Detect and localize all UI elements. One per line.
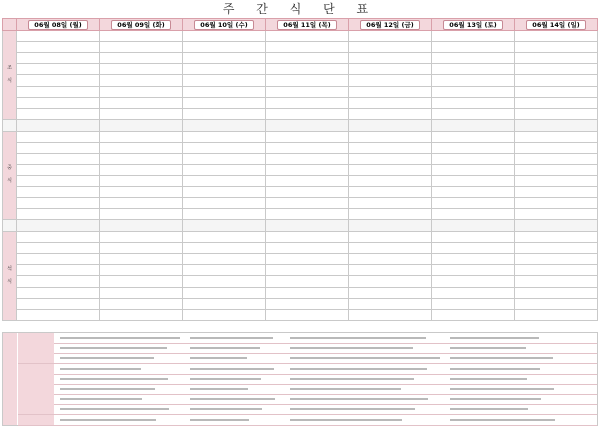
menu-cell bbox=[515, 153, 598, 164]
menu-row bbox=[3, 276, 598, 287]
menu-cell bbox=[17, 287, 100, 298]
snack-row bbox=[3, 220, 598, 232]
menu-cell bbox=[17, 187, 100, 198]
menu-cell bbox=[17, 209, 100, 220]
menu-cell bbox=[17, 142, 100, 153]
origin-row-value bbox=[56, 364, 597, 374]
origin-text-placeholder bbox=[450, 347, 526, 349]
menu-cell bbox=[515, 97, 598, 108]
day-header: 06월 10일 (수) bbox=[183, 19, 266, 31]
origin-text-placeholder bbox=[190, 347, 260, 349]
menu-cell bbox=[266, 298, 349, 309]
origin-text-placeholder bbox=[450, 357, 553, 359]
menu-cell bbox=[17, 254, 100, 265]
date-header-row bbox=[3, 19, 598, 31]
menu-cell bbox=[515, 187, 598, 198]
footnote bbox=[0, 322, 600, 330]
origin-row bbox=[18, 415, 597, 426]
menu-cell bbox=[432, 298, 515, 309]
menu-cell bbox=[432, 153, 515, 164]
menu-cell bbox=[100, 243, 183, 254]
menu-cell bbox=[266, 276, 349, 287]
menu-cell bbox=[349, 131, 432, 142]
origin-text-placeholder bbox=[60, 388, 155, 390]
menu-cell bbox=[17, 108, 100, 119]
menu-cell bbox=[432, 31, 515, 42]
menu-cell bbox=[515, 64, 598, 75]
menu-cell bbox=[432, 108, 515, 119]
menu-cell bbox=[100, 232, 183, 243]
snack-cell bbox=[100, 119, 183, 131]
menu-cell bbox=[432, 198, 515, 209]
origin-text-placeholder bbox=[290, 347, 413, 349]
menu-row bbox=[3, 175, 598, 186]
page-title: 주 간 식 단 표 bbox=[222, 2, 378, 16]
menu-cell bbox=[515, 108, 598, 119]
origin-text-placeholder bbox=[450, 419, 555, 421]
menu-cell bbox=[515, 265, 598, 276]
menu-cell bbox=[432, 232, 515, 243]
menu-cell bbox=[183, 265, 266, 276]
menu-cell bbox=[266, 86, 349, 97]
menu-row bbox=[3, 108, 598, 119]
menu-cell bbox=[349, 309, 432, 320]
menu-cell bbox=[100, 187, 183, 198]
menu-cell bbox=[100, 53, 183, 64]
origin-label bbox=[3, 333, 17, 425]
menu-cell bbox=[100, 298, 183, 309]
menu-cell bbox=[183, 309, 266, 320]
menu-cell bbox=[515, 243, 598, 254]
day-header: 06월 11일 (목) bbox=[266, 19, 349, 31]
menu-cell bbox=[266, 198, 349, 209]
origin-text-placeholder bbox=[290, 398, 428, 400]
menu-cell bbox=[515, 75, 598, 86]
menu-row bbox=[3, 75, 598, 86]
menu-cell bbox=[266, 175, 349, 186]
menu-cell bbox=[266, 254, 349, 265]
origin-row-value bbox=[56, 394, 597, 404]
snack-cell bbox=[515, 119, 598, 131]
menu-cell bbox=[17, 198, 100, 209]
menu-cell bbox=[183, 153, 266, 164]
menu-cell bbox=[266, 153, 349, 164]
menu-cell bbox=[100, 164, 183, 175]
origin-text-placeholder bbox=[450, 337, 539, 339]
menu-cell bbox=[515, 142, 598, 153]
menu-cell bbox=[349, 75, 432, 86]
menu-cell bbox=[515, 53, 598, 64]
menu-cell bbox=[17, 75, 100, 86]
menu-cell bbox=[266, 243, 349, 254]
menu-cell bbox=[349, 64, 432, 75]
origin-text-placeholder bbox=[60, 398, 142, 400]
menu-cell bbox=[515, 131, 598, 142]
menu-cell bbox=[100, 64, 183, 75]
menu-cell bbox=[183, 31, 266, 42]
origin-text-placeholder bbox=[190, 357, 247, 359]
menu-row bbox=[3, 86, 598, 97]
origin-table bbox=[2, 332, 598, 426]
day-header: 06월 08일 (월) bbox=[17, 19, 100, 31]
snack-cell bbox=[349, 119, 432, 131]
snack-cell bbox=[432, 220, 515, 232]
day-header: 06월 09일 (화) bbox=[100, 19, 183, 31]
origin-text-placeholder bbox=[60, 419, 156, 421]
menu-cell bbox=[17, 175, 100, 186]
menu-cell bbox=[432, 75, 515, 86]
menu-cell bbox=[17, 42, 100, 53]
menu-cell bbox=[515, 232, 598, 243]
menu-cell bbox=[100, 265, 183, 276]
menu-cell bbox=[266, 265, 349, 276]
origin-text-placeholder bbox=[290, 408, 415, 410]
menu-cell bbox=[100, 75, 183, 86]
origin-row-key bbox=[18, 415, 54, 425]
origin-text-placeholder bbox=[60, 347, 167, 349]
menu-cell bbox=[349, 298, 432, 309]
menu-cell bbox=[266, 309, 349, 320]
menu-cell bbox=[183, 209, 266, 220]
menu-cell bbox=[100, 153, 183, 164]
origin-row-value bbox=[56, 353, 597, 363]
menu-cell bbox=[266, 131, 349, 142]
menu-cell bbox=[432, 175, 515, 186]
menu-cell bbox=[266, 64, 349, 75]
origin-text-placeholder bbox=[60, 357, 154, 359]
menu-cell bbox=[183, 287, 266, 298]
origin-text-placeholder bbox=[450, 408, 528, 410]
snack-cell bbox=[183, 220, 266, 232]
menu-cell bbox=[17, 31, 100, 42]
menu-cell bbox=[17, 298, 100, 309]
menu-row bbox=[3, 243, 598, 254]
menu-cell bbox=[515, 209, 598, 220]
snack-row bbox=[3, 119, 598, 131]
menu-cell bbox=[349, 187, 432, 198]
menu-cell bbox=[183, 86, 266, 97]
menu-cell bbox=[515, 164, 598, 175]
menu-cell bbox=[17, 309, 100, 320]
origin-row-key bbox=[18, 343, 54, 353]
menu-cell bbox=[183, 97, 266, 108]
menu-row bbox=[3, 309, 598, 320]
menu-row bbox=[3, 42, 598, 53]
meal-label-dinner: 석 식 bbox=[3, 232, 17, 321]
origin-row-value bbox=[56, 384, 597, 394]
day-header: 06월 14일 (일) bbox=[515, 19, 598, 31]
menu-cell bbox=[183, 142, 266, 153]
origin-row-key bbox=[18, 364, 54, 374]
menu-cell bbox=[100, 198, 183, 209]
menu-cell bbox=[17, 153, 100, 164]
snack-label bbox=[3, 119, 17, 131]
menu-cell bbox=[183, 298, 266, 309]
origin-text-placeholder bbox=[290, 388, 401, 390]
menu-cell bbox=[100, 287, 183, 298]
origin-row-key bbox=[18, 394, 54, 404]
menu-cell bbox=[17, 265, 100, 276]
menu-cell bbox=[17, 131, 100, 142]
menu-cell bbox=[183, 108, 266, 119]
snack-cell bbox=[100, 220, 183, 232]
menu-row bbox=[3, 232, 598, 243]
menu-cell bbox=[349, 232, 432, 243]
origin-text-placeholder bbox=[450, 388, 554, 390]
menu-cell bbox=[432, 276, 515, 287]
menu-cell bbox=[183, 254, 266, 265]
menu-cell bbox=[515, 86, 598, 97]
menu-cell bbox=[432, 64, 515, 75]
menu-cell bbox=[266, 142, 349, 153]
origin-text-placeholder bbox=[190, 419, 249, 421]
snack-cell bbox=[266, 220, 349, 232]
menu-row bbox=[3, 265, 598, 276]
origin-text-placeholder bbox=[190, 398, 275, 400]
menu-cell bbox=[17, 64, 100, 75]
menu-cell bbox=[349, 164, 432, 175]
meal-label-breakfast: 조 식 bbox=[3, 31, 17, 120]
meal-label-lunch: 중 식 bbox=[3, 131, 17, 220]
menu-cell bbox=[432, 309, 515, 320]
menu-cell bbox=[349, 153, 432, 164]
snack-cell bbox=[266, 119, 349, 131]
origin-text-placeholder bbox=[60, 378, 168, 380]
menu-row bbox=[3, 254, 598, 265]
menu-cell bbox=[349, 265, 432, 276]
snack-cell bbox=[432, 119, 515, 131]
menu-cell bbox=[515, 254, 598, 265]
menu-cell bbox=[183, 175, 266, 186]
menu-cell bbox=[183, 42, 266, 53]
menu-cell bbox=[432, 265, 515, 276]
menu-cell bbox=[349, 198, 432, 209]
snack-label bbox=[3, 220, 17, 232]
menu-row bbox=[3, 64, 598, 75]
menu-cell bbox=[432, 97, 515, 108]
menu-cell bbox=[183, 198, 266, 209]
menu-cell bbox=[183, 53, 266, 64]
menu-cell bbox=[266, 232, 349, 243]
snack-cell bbox=[17, 119, 100, 131]
menu-cell bbox=[432, 287, 515, 298]
menu-cell bbox=[349, 175, 432, 186]
menu-row bbox=[3, 187, 598, 198]
snack-cell bbox=[183, 119, 266, 131]
origin-text-placeholder bbox=[60, 408, 169, 410]
origin-text-placeholder bbox=[190, 337, 273, 339]
menu-cell bbox=[266, 164, 349, 175]
header-corner bbox=[3, 19, 17, 31]
origin-text-placeholder bbox=[190, 388, 248, 390]
origin-row-key bbox=[18, 333, 54, 343]
origin-text-placeholder bbox=[190, 378, 261, 380]
snack-cell bbox=[17, 220, 100, 232]
origin-text-placeholder bbox=[290, 419, 402, 421]
menu-cell bbox=[515, 287, 598, 298]
menu-cell bbox=[266, 31, 349, 42]
menu-cell bbox=[515, 31, 598, 42]
menu-cell bbox=[266, 53, 349, 64]
menu-cell bbox=[432, 164, 515, 175]
origin-text-placeholder bbox=[290, 378, 414, 380]
menu-cell bbox=[515, 198, 598, 209]
origin-text-placeholder bbox=[450, 378, 527, 380]
snack-cell bbox=[349, 220, 432, 232]
menu-cell bbox=[17, 86, 100, 97]
menu-cell bbox=[349, 209, 432, 220]
menu-cell bbox=[515, 276, 598, 287]
menu-cell bbox=[349, 142, 432, 153]
origin-text-placeholder bbox=[290, 337, 426, 339]
menu-cell bbox=[349, 31, 432, 42]
menu-cell bbox=[17, 97, 100, 108]
menu-cell bbox=[349, 53, 432, 64]
menu-cell bbox=[432, 86, 515, 97]
origin-text-placeholder bbox=[290, 357, 440, 359]
menu-cell bbox=[17, 53, 100, 64]
menu-row bbox=[3, 298, 598, 309]
menu-cell bbox=[183, 187, 266, 198]
origin-text-placeholder bbox=[450, 398, 541, 400]
menu-cell bbox=[349, 254, 432, 265]
origin-row-key bbox=[18, 353, 54, 363]
menu-cell bbox=[183, 131, 266, 142]
menu-cell bbox=[17, 232, 100, 243]
origin-text-placeholder bbox=[60, 337, 180, 339]
menu-cell bbox=[266, 42, 349, 53]
menu-cell bbox=[183, 243, 266, 254]
menu-cell bbox=[100, 42, 183, 53]
menu-cell bbox=[100, 309, 183, 320]
origin-text-placeholder bbox=[450, 368, 540, 370]
origin-text-placeholder bbox=[290, 368, 427, 370]
menu-cell bbox=[432, 131, 515, 142]
menu-cell bbox=[100, 108, 183, 119]
origin-text-placeholder bbox=[190, 408, 262, 410]
menu-cell bbox=[515, 175, 598, 186]
menu-cell bbox=[266, 75, 349, 86]
menu-cell bbox=[432, 187, 515, 198]
menu-cell bbox=[432, 42, 515, 53]
menu-cell bbox=[100, 175, 183, 186]
origin-text-placeholder bbox=[60, 368, 141, 370]
menu-cell bbox=[349, 97, 432, 108]
origin-row-value bbox=[56, 374, 597, 384]
origin-text-placeholder bbox=[190, 368, 274, 370]
menu-cell bbox=[515, 42, 598, 53]
menu-cell bbox=[266, 209, 349, 220]
menu-body bbox=[3, 31, 598, 321]
menu-cell bbox=[100, 97, 183, 108]
menu-cell bbox=[432, 254, 515, 265]
menu-cell bbox=[100, 209, 183, 220]
menu-cell bbox=[17, 243, 100, 254]
snack-cell bbox=[515, 220, 598, 232]
origin-row-value bbox=[56, 404, 597, 414]
menu-cell bbox=[183, 75, 266, 86]
menu-cell bbox=[349, 86, 432, 97]
origin-row-key bbox=[18, 384, 54, 394]
menu-cell bbox=[515, 298, 598, 309]
menu-cell bbox=[100, 142, 183, 153]
menu-cell bbox=[266, 187, 349, 198]
menu-row bbox=[3, 287, 598, 298]
menu-cell bbox=[349, 108, 432, 119]
menu-row bbox=[3, 198, 598, 209]
menu-cell bbox=[100, 31, 183, 42]
menu-cell bbox=[100, 86, 183, 97]
origin-row-value bbox=[56, 343, 597, 353]
menu-row bbox=[3, 209, 598, 220]
menu-cell bbox=[266, 287, 349, 298]
menu-row bbox=[3, 142, 598, 153]
origin-grid bbox=[18, 333, 597, 425]
menu-cell bbox=[349, 42, 432, 53]
weekly-menu-table bbox=[2, 18, 598, 321]
menu-cell bbox=[432, 243, 515, 254]
origin-row-key bbox=[18, 374, 54, 384]
menu-cell bbox=[266, 97, 349, 108]
menu-cell bbox=[17, 164, 100, 175]
menu-cell bbox=[515, 309, 598, 320]
menu-cell bbox=[432, 209, 515, 220]
menu-cell bbox=[100, 254, 183, 265]
menu-cell bbox=[183, 164, 266, 175]
menu-row bbox=[3, 53, 598, 64]
menu-cell bbox=[183, 276, 266, 287]
menu-row bbox=[3, 97, 598, 108]
menu-cell bbox=[349, 276, 432, 287]
menu-cell bbox=[183, 64, 266, 75]
menu-cell bbox=[100, 131, 183, 142]
menu-cell bbox=[432, 142, 515, 153]
menu-row bbox=[3, 131, 598, 142]
menu-cell bbox=[349, 287, 432, 298]
origin-row-value bbox=[56, 415, 597, 425]
menu-row bbox=[3, 164, 598, 175]
origin-row-key bbox=[18, 404, 54, 414]
menu-cell bbox=[17, 276, 100, 287]
menu-cell bbox=[183, 232, 266, 243]
menu-cell bbox=[266, 108, 349, 119]
menu-cell bbox=[349, 243, 432, 254]
menu-cell bbox=[432, 53, 515, 64]
menu-cell bbox=[100, 276, 183, 287]
day-header: 06월 13일 (토) bbox=[432, 19, 515, 31]
menu-row bbox=[3, 153, 598, 164]
day-header: 06월 12일 (금) bbox=[349, 19, 432, 31]
menu-row bbox=[3, 31, 598, 42]
origin-row-value bbox=[56, 333, 597, 343]
